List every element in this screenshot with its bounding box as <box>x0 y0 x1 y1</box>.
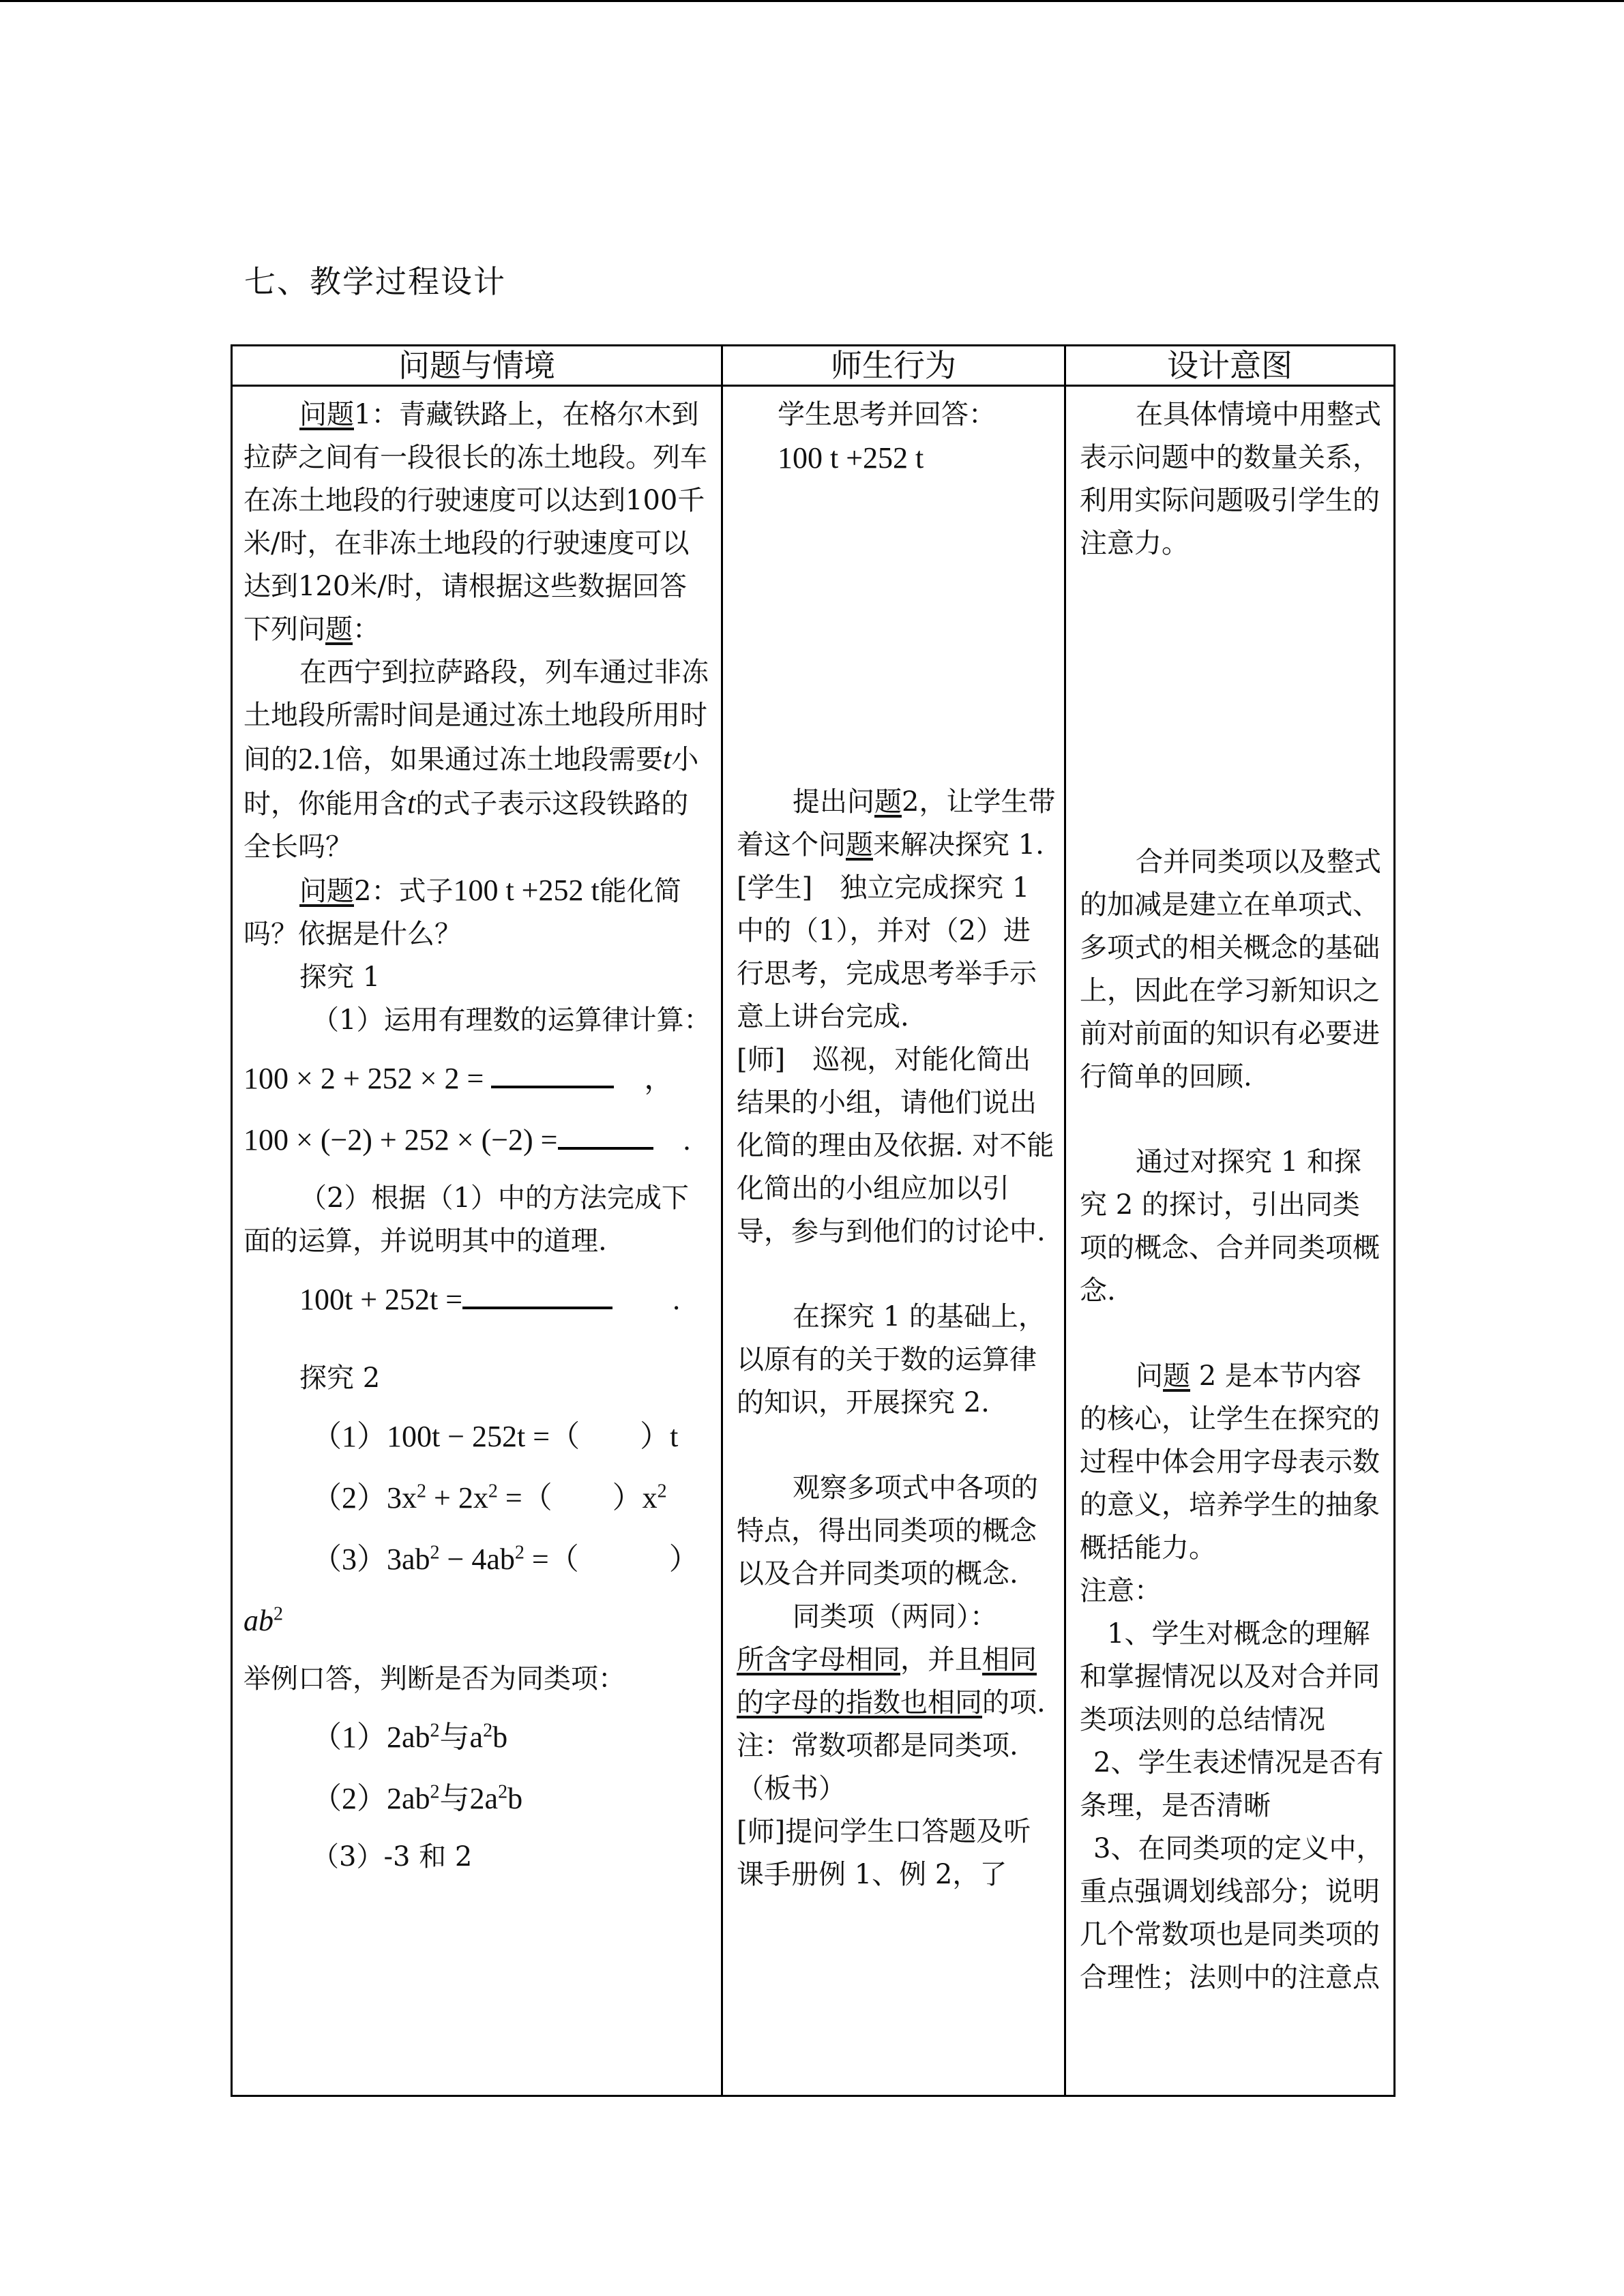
explore-1-title: 探究 1 <box>299 961 381 993</box>
observe-action: 观察多项式中各项的特点，得出同类项的概念以及合并同类项的概念. <box>737 1472 1038 1590</box>
header-teacher-student-actions: 师生行为 <box>722 346 1065 386</box>
equation-3: 100t + 252t = . <box>299 1283 681 1316</box>
problem-1: 问题1：青藏铁路上，在格尔木到拉萨之间有一段很长的冻土地段。列车在冻土地段的行驶速度可以达到100千米/时，在非冻土地段的行驶速度可以达到120米/时，请根据这些数据回答下列问题： <box>243 399 707 645</box>
equation-1: 100 × 2 + 252 × 2 = ， <box>243 1062 675 1095</box>
top-border <box>0 0 1624 2</box>
example-question-3: （3）-3 和 2 <box>312 1841 473 1873</box>
example-question-2: $(2)2ab^2$与$2a^2b$ <box>312 1781 523 1815</box>
student-answer: 100 t +252 t <box>778 441 924 475</box>
example-question-1: $(1)2ab^2$与$a^2b$ <box>312 1720 508 1754</box>
intent-1: 在具体情境中用整式表示问题中的数量关系，利用实际问题吸引学生的注意力。 <box>1080 399 1381 559</box>
constant-note: 注：常数项都是同类项. <box>737 1730 1018 1761</box>
intent-2: 合并同类项以及整式的加减是建立在单项式、多项式的相关概念的基础上，因此在学习新知识之前对前面的知识有必要进行简单的回顾. <box>1080 846 1381 1092</box>
teacher-action: [师] 巡视，对能化简出结果的小组，请他们说出化简的理由及依据. 对不能化简出的小组应加以引导，参与到他们的讨论中. <box>737 1044 1054 1247</box>
intent-4: 问题 2 是本节内容的核心，让学生在探究的过程中体会用字母表示数的意义，培养学生的抽象概括能力。 <box>1080 1360 1380 1564</box>
note-2: 2、学生表述情况是否有条理，是否清晰 <box>1080 1747 1384 1821</box>
explore-2-item-1: （1）100t − 252t =（ ）t <box>312 1420 679 1453</box>
student-action: [学生] 独立完成探究 1 中的（1），并对（2）进行思考，完成思考举手示意上讲台完成. <box>737 872 1037 1032</box>
table-header-row <box>232 346 1395 386</box>
explore-2-item-2: $(2)3x^2 + 2x^2$ =（ ）$x^2$ <box>312 1480 667 1515</box>
explore-2-title: 探究 2 <box>299 1362 381 1394</box>
explore-1-item-2: （2）根据（1）中的方法完成下面的运算，并说明其中的道理. <box>243 1182 689 1257</box>
problem-2: 问题2：式子100 t +252 t能化简吗？依据是什么？ <box>243 874 681 950</box>
explore-2-action: 在探究 1 的基础上，以原有的关于数的运算律的知识，开展探究 2. <box>737 1301 1046 1418</box>
equation-2: 100 × (−2) + 252 × (−2) = . <box>243 1123 691 1157</box>
header-design-intent: 设计意图 <box>1065 346 1395 386</box>
explore-1-item-1: （1）运用有理数的运算律计算： <box>312 1004 711 1036</box>
cell-problem-situation <box>232 386 722 2096</box>
pose-question-2: 提出问题2，让学生带着这个问题来解决探究 1. <box>737 786 1056 861</box>
example-prompt: 举例口答，判断是否为同类项： <box>243 1663 625 1695</box>
lesson-process-table <box>231 344 1396 2097</box>
like-terms-title: 同类项（两同）： <box>793 1601 997 1632</box>
cell-design-intent <box>1065 386 1395 2096</box>
section-title: 七、教学过程设计 <box>244 263 506 300</box>
student-think: 学生思考并回答： <box>778 399 996 430</box>
board-note: （板书） <box>737 1773 846 1804</box>
teacher-action-2: [师]提问学生口答题及听课手册例 1、例 2，了 <box>737 1816 1031 1890</box>
scenario-text: 在西宁到拉萨路段，列车通过非冻土地段所需时间是通过冻土地段所用时间的2.1倍，如果通过冻土地段需要t小时，你能用含t的式子表示这段铁路的全长吗？ <box>243 657 709 863</box>
note-title: 注意： <box>1080 1575 1162 1607</box>
cell-teacher-student-actions <box>722 386 1065 2096</box>
note-1: 1、学生对概念的理解和掌握情况以及对合并同类项法则的总结情况 <box>1080 1618 1380 1735</box>
explore-2-item-3: $(3)3ab^2 - 4ab^2$ =（ ） <box>312 1542 699 1576</box>
intent-3: 通过对探究 1 和探究 2 的探讨，引出同类项的概念、合并同类项概念. <box>1080 1146 1380 1307</box>
note-3: 3、在同类项的定义中，重点强调划线部分；说明几个常数项也是同类项的合理性；法则中的注意点 <box>1080 1833 1384 1993</box>
header-problem-situation: 问题与情境 <box>232 346 722 386</box>
like-terms-definition: 所含字母相同，并且相同的字母的指数也相同的项. <box>737 1644 1046 1718</box>
explore-2-item-3-tail: $ab^2$ <box>243 1603 283 1637</box>
table-row <box>232 386 1395 2096</box>
